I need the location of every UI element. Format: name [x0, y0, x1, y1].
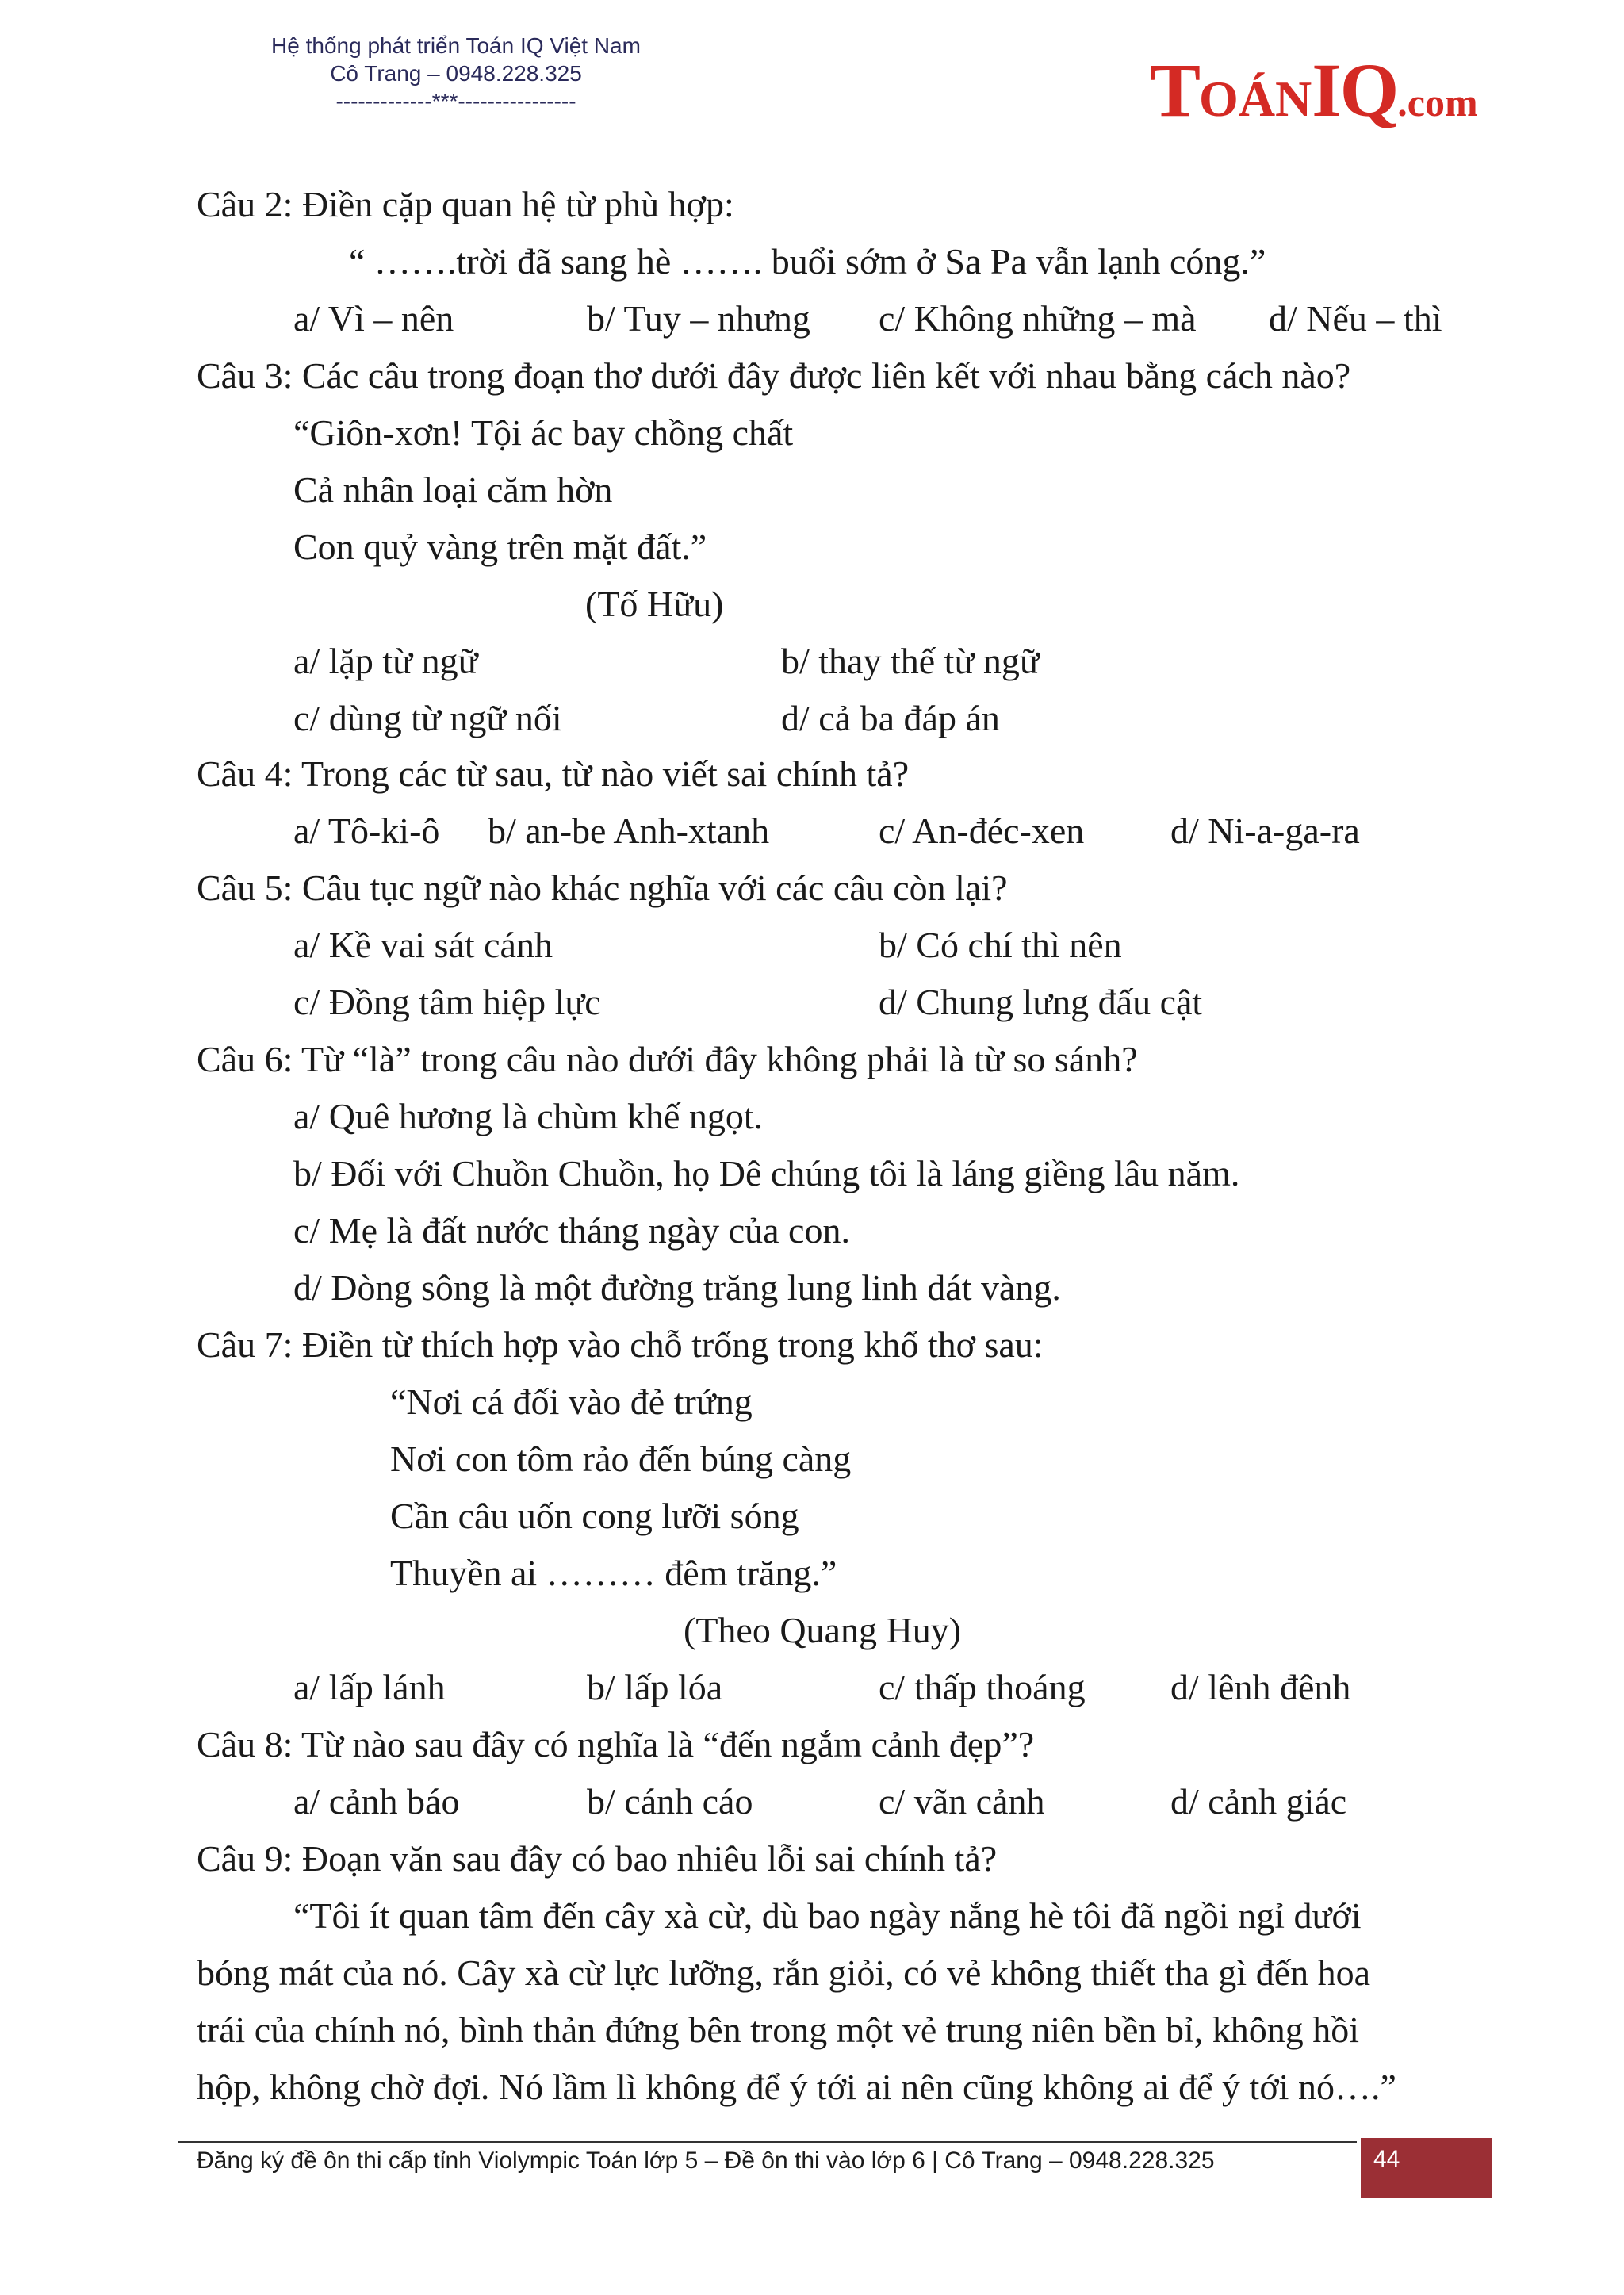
q5-option-d: d/ Chung lưng đấu cật	[879, 982, 1203, 1022]
q2-option-b: b/ Tuy – nhưng	[587, 298, 810, 339]
header-divider: -------------***----------------	[335, 89, 576, 113]
header-info	[198, 32, 714, 115]
q3-option-d: d/ cả ba đáp án	[781, 698, 1000, 738]
footer-text: Đăng ký đề ôn thi cấp tỉnh Violympic Toán lớp 5 – Đề ôn thi vào lớp 6 | Cô Trang – 0948.228.325	[197, 2147, 1215, 2174]
q9-paragraph-line-4: hộp, không chờ đợi. Nó lầm lì không để ý tới ai nên cũng không ai để ý tới nó….”	[197, 2067, 1396, 2107]
q5-option-b: b/ Có chí thì nên	[879, 925, 1122, 965]
q7-option-c: c/ thấp thoáng	[879, 1667, 1086, 1707]
q7-poem-line-4: Thuyền ai ……… đêm trăng.”	[390, 1553, 837, 1593]
header-org: Hệ thống phát triển Toán IQ Việt Nam	[271, 33, 641, 58]
q2-option-d: d/ Nếu – thì	[1269, 298, 1442, 339]
q5-option-a: a/ Kề vai sát cánh	[293, 925, 553, 965]
header-contact: Cô Trang – 0948.228.325	[330, 61, 582, 86]
q4-option-c: c/ An-đéc-xen	[879, 810, 1085, 851]
q3-poem-line-2: Cả nhân loại căm hờn	[293, 469, 613, 510]
q4-option-a: a/ Tô-ki-ô	[293, 810, 440, 851]
page-number: 44	[1373, 2146, 1400, 2172]
logo-com: .com	[1397, 80, 1478, 125]
question-2-quote: “ …….trời đã sang hè ……. buổi sớm ở Sa Pa vẫn lạnh cóng.”	[349, 241, 1266, 282]
q4-option-d: d/ Ni-a-ga-ra	[1170, 810, 1360, 851]
q8-option-c: c/ vãn cảnh	[879, 1781, 1045, 1822]
footer-divider	[178, 2141, 1357, 2143]
question-3: Câu 3: Các câu trong đoạn thơ dưới đây được liên kết với nhau bằng cách nào?	[197, 355, 1351, 396]
q7-poem-line-2: Nơi con tôm rảo đến búng càng	[390, 1439, 852, 1479]
q6-option-b: b/ Đối với Chuồn Chuồn, họ Dê chúng tôi là láng giềng lâu năm.	[293, 1153, 1240, 1193]
question-5: Câu 5: Câu tục ngữ nào khác nghĩa với các câu còn lại?	[197, 868, 1008, 908]
q3-poem-line-3: Con quỷ vàng trên mặt đất.”	[293, 527, 707, 567]
q2-option-c: c/ Không những – mà	[879, 298, 1197, 339]
toaniq-logo	[1150, 46, 1478, 134]
q3-option-c: c/ dùng từ ngữ nối	[293, 698, 562, 738]
q7-author: (Theo Quang Huy)	[684, 1610, 962, 1650]
q3-option-b: b/ thay thế từ ngữ	[781, 641, 1040, 681]
q8-option-a: a/ cảnh báo	[293, 1781, 460, 1822]
question-6: Câu 6: Từ “là” trong câu nào dưới đây không phải là từ so sánh?	[197, 1039, 1138, 1079]
q6-option-c: c/ Mẹ là đất nước tháng ngày của con.	[293, 1210, 850, 1251]
q7-option-a: a/ lấp lánh	[293, 1667, 446, 1707]
q3-poem-line-1: “Giôn-xơn! Tội ác bay chồng chất	[293, 412, 794, 453]
question-2: Câu 2: Điền cặp quan hệ từ phù hợp:	[197, 184, 734, 224]
q7-poem-line-1: “Nơi cá đối vào đẻ trứng	[390, 1381, 753, 1422]
question-4: Câu 4: Trong các từ sau, từ nào viết sai chính tả?	[197, 753, 910, 794]
question-7: Câu 7: Điền từ thích hợp vào chỗ trống trong khổ thơ sau:	[197, 1324, 1044, 1365]
q9-paragraph-line-3: trái của chính nó, bình thản đứng bên trong một vẻ trung niên bền bỉ, không hồi	[197, 2010, 1360, 2050]
q6-option-a: a/ Quê hương là chùm khế ngọt.	[293, 1096, 764, 1136]
question-8: Câu 8: Từ nào sau đây có nghĩa là “đến ngắm cảnh đẹp”?	[197, 1724, 1035, 1764]
q9-paragraph-line-1: “Tôi ít quan tâm đến cây xà cừ, dù bao ngày nắng hè tôi đã ngồi ngỉ dưới	[293, 1895, 1362, 1936]
q8-option-d: d/ cảnh giác	[1170, 1781, 1347, 1822]
q7-option-b: b/ lấp lóa	[587, 1667, 723, 1707]
q8-option-b: b/ cánh cáo	[587, 1781, 753, 1822]
q9-paragraph-line-2: bóng mát của nó. Cây xà cừ lực lưỡng, rắn giỏi, có vẻ không thiết tha gì đến hoa	[197, 1952, 1371, 1993]
question-9: Câu 9: Đoạn văn sau đây có bao nhiêu lỗi sai chính tả?	[197, 1838, 998, 1879]
q3-author: (Tố Hữu)	[585, 584, 724, 624]
logo-iq: IQ	[1312, 48, 1398, 132]
q3-option-a: a/ lặp từ ngữ	[293, 641, 478, 681]
q7-option-d: d/ lênh đênh	[1170, 1667, 1351, 1707]
logo-oan: OÁN	[1199, 71, 1312, 127]
q5-option-c: c/ Đồng tâm hiệp lực	[293, 982, 601, 1022]
q2-option-a: a/ Vì – nên	[293, 298, 454, 339]
logo-t: T	[1150, 48, 1200, 132]
q7-poem-line-3: Cần câu uốn cong lưỡi sóng	[390, 1496, 799, 1536]
q6-option-d: d/ Dòng sông là một đường trăng lung linh dát vàng.	[293, 1267, 1061, 1308]
q4-option-b: b/ an-be Anh-xtanh	[488, 810, 770, 851]
